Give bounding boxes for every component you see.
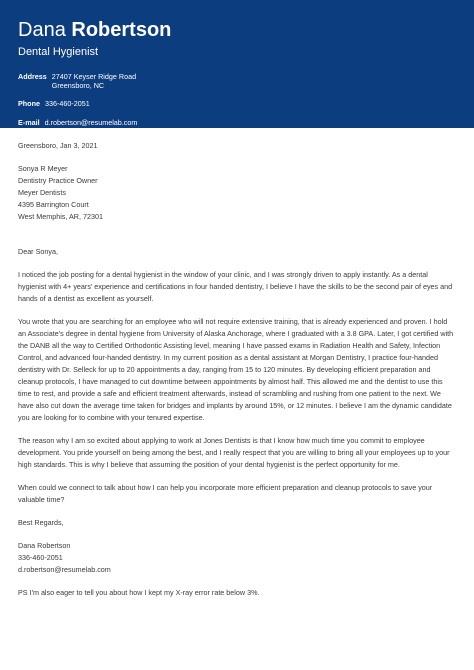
address-line-2: Greensboro, NC [51, 81, 105, 90]
paragraph-1: I noticed the job posting for a dental hygienist in the window of your clinic, and I was strongly driven to apply instantly. As a dental hygienist with 4+ years' experience and certifications in four handed dentistry, I believe I have the skills to be the second pair of eyes and hands of a dentist as excellent as yourself. [18, 270, 453, 303]
address-label: Address [18, 72, 47, 81]
recipient-block [18, 163, 456, 223]
paragraph-4: When could we connect to talk about how I can help you incorporate more efficient preparation and cleanup protocols to save your valuable time? [18, 483, 433, 504]
recipient-city: West Memphis, AR, 72301 [18, 212, 103, 221]
job-title: Dental Hygienist [18, 46, 99, 58]
signature-phone: 336-460-2051 [18, 553, 63, 562]
address-row [18, 72, 456, 90]
signature-name: Dana Robertson [18, 541, 71, 550]
phone-value: 336-460-2051 [44, 99, 90, 108]
paragraph-3: The reason why I am so excited about applying to work at Jones Dentists is that I know how much time you commit to employee development. You pride yourself on being among the best, and I really respect that you are willing to bring all your employees up to your high standards. This is why I believe that assuming the position of your dental hygienist is the perfect opportunity for me. [18, 436, 450, 469]
first-name: Dana [18, 19, 66, 41]
salutation: Dear Sonya, [18, 247, 58, 256]
recipient-company: Meyer Dentists [18, 188, 66, 197]
signature-block [18, 540, 456, 576]
recipient-title: Dentistry Practice Owner [18, 176, 98, 185]
letter-body [0, 128, 474, 599]
address-value [52, 72, 136, 90]
recipient-street: 4395 Barrington Court [18, 200, 89, 209]
contact-info [18, 72, 456, 127]
resume-header [0, 0, 474, 128]
email-value[interactable]: d.robertson@resumelab.com [44, 118, 138, 127]
email-row [18, 118, 456, 127]
recipient-name: Sonya R Meyer [18, 164, 68, 173]
signature-email[interactable]: d.robertson@resumelab.com [18, 565, 111, 574]
phone-row [18, 99, 456, 108]
last-name: Robertson [71, 19, 172, 41]
closing: Best Regards, [18, 518, 64, 527]
letter-date: Greensboro, Jan 3, 2021 [18, 141, 98, 150]
email-label: E-mail [18, 118, 40, 127]
postscript: PS I'm also eager to tell you about how I kept my X-ray error rate below 3%. [18, 588, 260, 597]
applicant-name [18, 19, 456, 41]
phone-label: Phone [18, 99, 40, 108]
address-line-1: 27407 Keyser Ridge Road [51, 72, 137, 81]
paragraph-2: You wrote that you are searching for an employee who will not require extensive training, that is already experienced and proven. I hold an Associate's degree in dental hygiene from University of Alaska Anchorage, where I graduated with a 3.8 GPA. Later, I got certified with the DANB all the way to Certified Orthodontic Assisting level, meaning I have passed exams in Radiation Health and Safety, Infection Control, and advanced four-handed dentistry. In my current position as a dental assistant at Morgan Dentistry, I practice four-handed dentistry with Dr. Selleck for up to 20 appointments a day, ranging from 15 to 120 minutes. By developing efficient preparation and cleanup protocols, I have managed to cut downtime between appointments by almost half. This allowed me and the dentist to use this time to rest, and provide a safe and efficient treatment afterwards, instead of scrambling and rushing from one patient to the next. We have also cut down the average time taken for bridges and implants by around 15%, or 12 minutes. I believe I am the dynamic candidate you are looking for to combine with your tenured expertise. [18, 317, 454, 422]
